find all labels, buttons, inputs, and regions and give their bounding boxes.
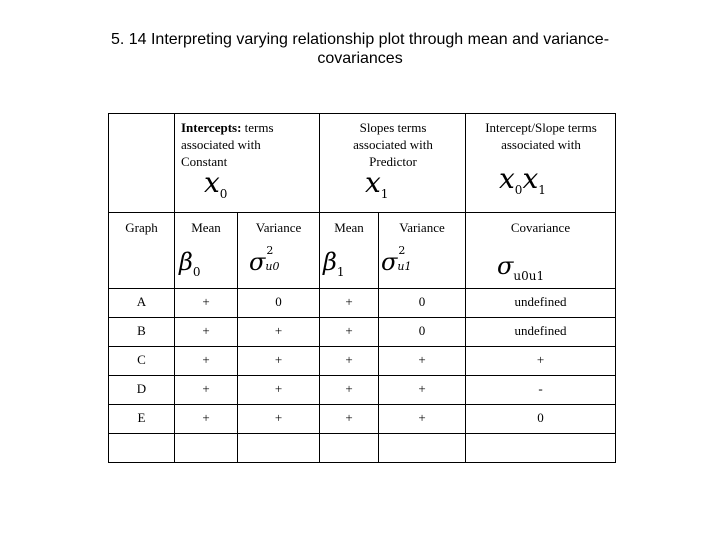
variance-intercept-cell: + — [274, 323, 283, 338]
col-header-variance-slope: Variance — [399, 220, 445, 235]
interpretation-table — [108, 113, 616, 463]
col-header-mean-intercept: Mean — [191, 220, 221, 235]
variance-intercept-cell: + — [274, 381, 283, 396]
interslope-header-line2: associated with — [501, 137, 581, 152]
sigma-u0-squared-symbol: σ 2 u0 — [249, 244, 280, 276]
variance-slope-cell: 0 — [418, 323, 426, 338]
mean-intercept-cell: + — [202, 294, 210, 309]
slopes-header-line1: Slopes terms — [359, 120, 427, 135]
intercepts-header-line3: Constant — [181, 154, 228, 169]
intercepts-header-line2: associated with — [181, 137, 261, 152]
interslope-header-line1: Intercept/Slope terms — [485, 120, 597, 135]
sigma-u0u1-symbol: $\sigma_{u0u1}$ — [497, 252, 545, 283]
variance-intercept-cell: + — [274, 352, 283, 367]
variance-slope-cell: + — [418, 410, 426, 425]
slopes-header — [323, 119, 463, 170]
col-header-graph: Graph — [125, 220, 158, 235]
x1-symbol: $x_1$ — [365, 166, 389, 201]
intercepts-header-rest: terms — [241, 120, 274, 135]
graph-cell: D — [136, 381, 147, 396]
intercepts-header-bold: Intercepts: — [181, 120, 242, 135]
covariance-cell: undefined — [514, 323, 567, 338]
beta0-symbol: $\beta_0$ — [179, 248, 201, 279]
mean-intercept-cell: + — [202, 323, 210, 338]
slide-title — [40, 30, 680, 68]
row-divider — [109, 404, 615, 405]
mean-slope-cell: + — [345, 323, 353, 338]
mean-slope-cell: + — [345, 352, 353, 367]
x0-symbol: $x_0$ — [204, 166, 228, 201]
intercepts-header — [181, 119, 321, 170]
variance-slope-cell: + — [418, 352, 426, 367]
slopes-header-line2: associated with — [353, 137, 433, 152]
covariance-cell: + — [536, 352, 545, 367]
covariance-cell: 0 — [537, 410, 544, 425]
row-divider — [109, 433, 615, 434]
variance-slope-cell: 0 — [418, 294, 426, 309]
variance-slope-cell: + — [418, 381, 426, 396]
mean-slope-cell: + — [345, 294, 353, 309]
graph-cell: A — [136, 294, 147, 309]
col-header-covariance: Covariance — [510, 220, 571, 235]
row-divider — [109, 317, 615, 318]
row-divider — [109, 288, 615, 289]
title-line-2: covariances — [317, 50, 403, 67]
row-divider — [109, 346, 615, 347]
sigma-u1-squared-symbol: σ 2 u1 — [381, 244, 412, 276]
col-header-mean-slope: Mean — [334, 220, 364, 235]
slopes-header-line3: Predictor — [369, 154, 417, 169]
mean-intercept-cell: + — [202, 381, 210, 396]
covariance-cell: - — [538, 381, 543, 396]
mean-intercept-cell: + — [202, 410, 210, 425]
col-header-variance-intercept: Variance — [255, 220, 302, 235]
row-divider — [109, 212, 615, 213]
graph-cell: C — [137, 352, 146, 367]
variance-intercept-cell: + — [274, 410, 283, 425]
x0x1-symbol: $x_0x_1$ — [499, 162, 546, 197]
beta1-symbol: $\beta_1$ — [323, 248, 345, 279]
covariance-cell: undefined — [514, 294, 567, 309]
title-line-1: 5. 14 Interpreting varying relationship plot through mean and variance- — [110, 31, 610, 48]
mean-slope-cell: + — [345, 410, 353, 425]
mean-slope-cell: + — [345, 381, 353, 396]
mean-intercept-cell: + — [202, 352, 210, 367]
graph-cell: B — [137, 323, 146, 338]
variance-intercept-cell: 0 — [275, 294, 282, 309]
interslope-header — [467, 119, 615, 153]
row-divider — [109, 375, 615, 376]
graph-cell: E — [137, 410, 146, 425]
